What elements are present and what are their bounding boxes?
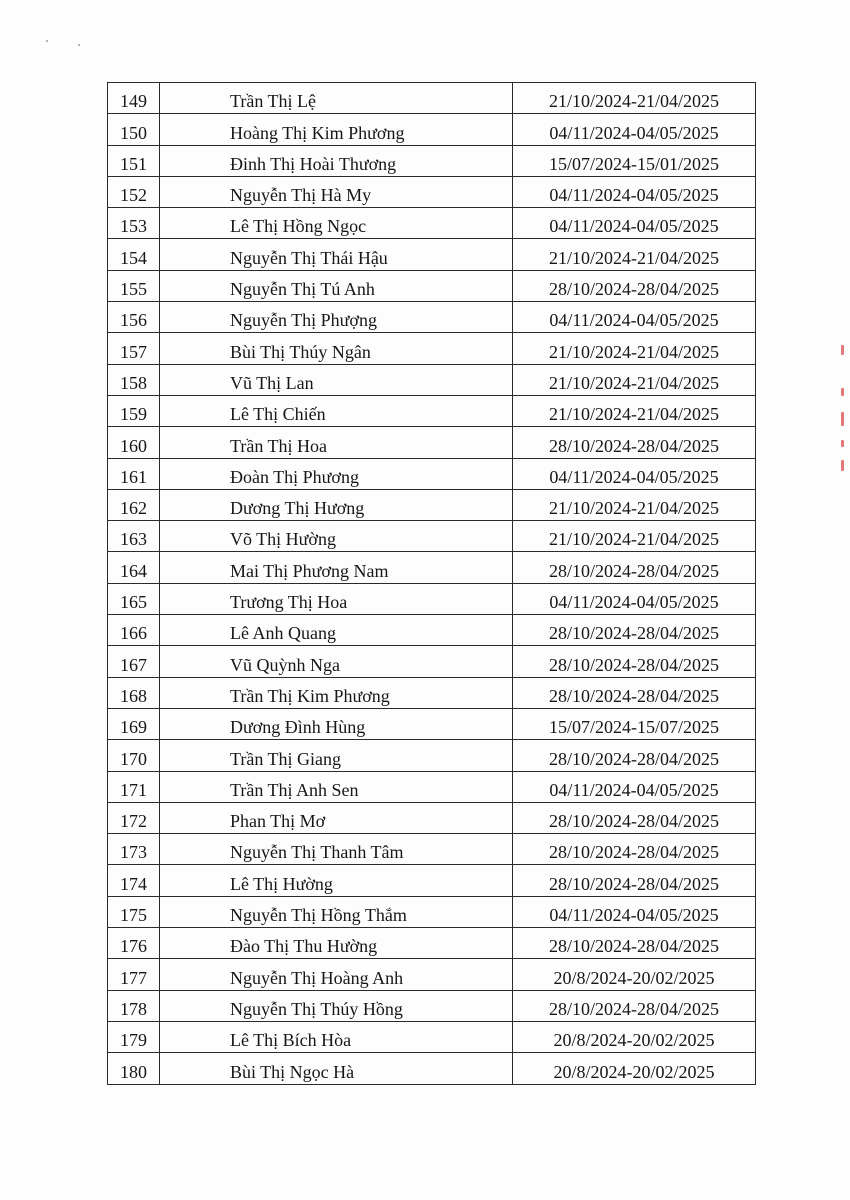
table-row (108, 302, 756, 333)
period-cell: 04/11/2024-04/05/2025 (513, 302, 756, 333)
table-row (108, 928, 756, 959)
period-cell: 15/07/2024-15/01/2025 (513, 145, 756, 176)
row-number-cell: 177 (108, 959, 160, 990)
table-row (108, 834, 756, 865)
table-row (108, 802, 756, 833)
row-number-cell: 165 (108, 583, 160, 614)
table-row (108, 740, 756, 771)
row-number-cell: 164 (108, 552, 160, 583)
row-number-cell: 157 (108, 333, 160, 364)
period-cell: 28/10/2024-28/04/2025 (513, 427, 756, 458)
full-name-cell: Nguyễn Thị Thanh Tâm (160, 834, 513, 865)
table-row (108, 896, 756, 927)
full-name-cell: Nguyễn Thị Hà My (160, 176, 513, 207)
period-cell: 20/8/2024-20/02/2025 (513, 1021, 756, 1052)
full-name-cell: Trần Thị Kim Phương (160, 677, 513, 708)
period-cell: 04/11/2024-04/05/2025 (513, 208, 756, 239)
row-number-cell: 174 (108, 865, 160, 896)
table-row (108, 114, 756, 145)
full-name-cell: Phan Thị Mơ (160, 802, 513, 833)
full-name-cell: Trương Thị Hoa (160, 583, 513, 614)
full-name-cell: Vũ Thị Lan (160, 364, 513, 395)
period-cell: 04/11/2024-04/05/2025 (513, 176, 756, 207)
row-number-cell: 154 (108, 239, 160, 270)
full-name-cell: Nguyễn Thị Thái Hậu (160, 239, 513, 270)
row-number-cell: 162 (108, 489, 160, 520)
table-row (108, 395, 756, 426)
table-row (108, 521, 756, 552)
period-cell: 28/10/2024-28/04/2025 (513, 615, 756, 646)
period-cell: 21/10/2024-21/04/2025 (513, 239, 756, 270)
row-number-cell: 158 (108, 364, 160, 395)
table-row (108, 176, 756, 207)
table-row (108, 333, 756, 364)
row-number-cell: 160 (108, 427, 160, 458)
table-row (108, 959, 756, 990)
period-cell: 04/11/2024-04/05/2025 (513, 114, 756, 145)
row-number-cell: 175 (108, 896, 160, 927)
period-cell: 28/10/2024-28/04/2025 (513, 677, 756, 708)
row-number-cell: 149 (108, 83, 160, 114)
row-number-cell: 168 (108, 677, 160, 708)
period-cell: 28/10/2024-28/04/2025 (513, 802, 756, 833)
table-row (108, 145, 756, 176)
full-name-cell: Trần Thị Anh Sen (160, 771, 513, 802)
period-cell: 28/10/2024-28/04/2025 (513, 740, 756, 771)
scan-edge-mark (841, 345, 844, 355)
full-name-cell: Lê Thị Hường (160, 865, 513, 896)
full-name-cell: Dương Đình Hùng (160, 708, 513, 739)
roster-table (107, 82, 756, 1085)
period-cell: 28/10/2024-28/04/2025 (513, 270, 756, 301)
full-name-cell: Đinh Thị Hoài Thương (160, 145, 513, 176)
full-name-cell: Hoàng Thị Kim Phương (160, 114, 513, 145)
table-row (108, 427, 756, 458)
row-number-cell: 153 (108, 208, 160, 239)
row-number-cell: 167 (108, 646, 160, 677)
table-row (108, 677, 756, 708)
row-number-cell: 161 (108, 458, 160, 489)
table-row (108, 364, 756, 395)
scan-edge-mark (841, 460, 844, 471)
full-name-cell: Đoàn Thị Phương (160, 458, 513, 489)
full-name-cell: Nguyễn Thị Hoàng Anh (160, 959, 513, 990)
row-number-cell: 159 (108, 395, 160, 426)
full-name-cell: Đào Thị Thu Hường (160, 928, 513, 959)
full-name-cell: Võ Thị Hường (160, 521, 513, 552)
row-number-cell: 178 (108, 990, 160, 1021)
full-name-cell: Trần Thị Lệ (160, 83, 513, 114)
row-number-cell: 179 (108, 1021, 160, 1052)
table-row (108, 990, 756, 1021)
row-number-cell: 163 (108, 521, 160, 552)
period-cell: 04/11/2024-04/05/2025 (513, 583, 756, 614)
period-cell: 04/11/2024-04/05/2025 (513, 771, 756, 802)
full-name-cell: Trần Thị Hoa (160, 427, 513, 458)
full-name-cell: Lê Anh Quang (160, 615, 513, 646)
scan-speck (78, 44, 80, 46)
scan-edge-mark (841, 412, 844, 426)
full-name-cell: Bùi Thị Thúy Ngân (160, 333, 513, 364)
period-cell: 28/10/2024-28/04/2025 (513, 865, 756, 896)
scan-edge-mark (841, 440, 844, 447)
scan-edge-mark (841, 388, 844, 396)
period-cell: 20/8/2024-20/02/2025 (513, 959, 756, 990)
table-row (108, 583, 756, 614)
row-number-cell: 166 (108, 615, 160, 646)
row-number-cell: 156 (108, 302, 160, 333)
table-row (108, 771, 756, 802)
full-name-cell: Mai Thị Phương Nam (160, 552, 513, 583)
period-cell: 21/10/2024-21/04/2025 (513, 83, 756, 114)
period-cell: 21/10/2024-21/04/2025 (513, 333, 756, 364)
table-row (108, 865, 756, 896)
full-name-cell: Nguyễn Thị Hồng Thắm (160, 896, 513, 927)
table-row (108, 615, 756, 646)
full-name-cell: Dương Thị Hương (160, 489, 513, 520)
full-name-cell: Lê Thị Hồng Ngọc (160, 208, 513, 239)
table-row (108, 1021, 756, 1052)
table-row (108, 646, 756, 677)
roster-table-body (108, 83, 756, 1085)
table-row (108, 1053, 756, 1084)
row-number-cell: 150 (108, 114, 160, 145)
table-row (108, 708, 756, 739)
row-number-cell: 173 (108, 834, 160, 865)
row-number-cell: 172 (108, 802, 160, 833)
period-cell: 28/10/2024-28/04/2025 (513, 990, 756, 1021)
row-number-cell: 171 (108, 771, 160, 802)
period-cell: 28/10/2024-28/04/2025 (513, 552, 756, 583)
table-row (108, 208, 756, 239)
period-cell: 04/11/2024-04/05/2025 (513, 896, 756, 927)
table-row (108, 552, 756, 583)
row-number-cell: 155 (108, 270, 160, 301)
full-name-cell: Trần Thị Giang (160, 740, 513, 771)
period-cell: 15/07/2024-15/07/2025 (513, 708, 756, 739)
table-row (108, 270, 756, 301)
period-cell: 28/10/2024-28/04/2025 (513, 834, 756, 865)
table-row (108, 83, 756, 114)
period-cell: 21/10/2024-21/04/2025 (513, 395, 756, 426)
row-number-cell: 151 (108, 145, 160, 176)
full-name-cell: Bùi Thị Ngọc Hà (160, 1053, 513, 1084)
period-cell: 21/10/2024-21/04/2025 (513, 489, 756, 520)
period-cell: 21/10/2024-21/04/2025 (513, 364, 756, 395)
full-name-cell: Vũ Quỳnh Nga (160, 646, 513, 677)
table-row (108, 239, 756, 270)
period-cell: 20/8/2024-20/02/2025 (513, 1053, 756, 1084)
full-name-cell: Nguyễn Thị Phượng (160, 302, 513, 333)
table-row (108, 458, 756, 489)
full-name-cell: Nguyễn Thị Tú Anh (160, 270, 513, 301)
period-cell: 21/10/2024-21/04/2025 (513, 521, 756, 552)
period-cell: 04/11/2024-04/05/2025 (513, 458, 756, 489)
full-name-cell: Lê Thị Chiến (160, 395, 513, 426)
row-number-cell: 152 (108, 176, 160, 207)
row-number-cell: 176 (108, 928, 160, 959)
period-cell: 28/10/2024-28/04/2025 (513, 928, 756, 959)
full-name-cell: Lê Thị Bích Hòa (160, 1021, 513, 1052)
row-number-cell: 169 (108, 708, 160, 739)
scan-speck (46, 40, 48, 42)
full-name-cell: Nguyễn Thị Thúy Hồng (160, 990, 513, 1021)
row-number-cell: 180 (108, 1053, 160, 1084)
row-number-cell: 170 (108, 740, 160, 771)
table-row (108, 489, 756, 520)
period-cell: 28/10/2024-28/04/2025 (513, 646, 756, 677)
